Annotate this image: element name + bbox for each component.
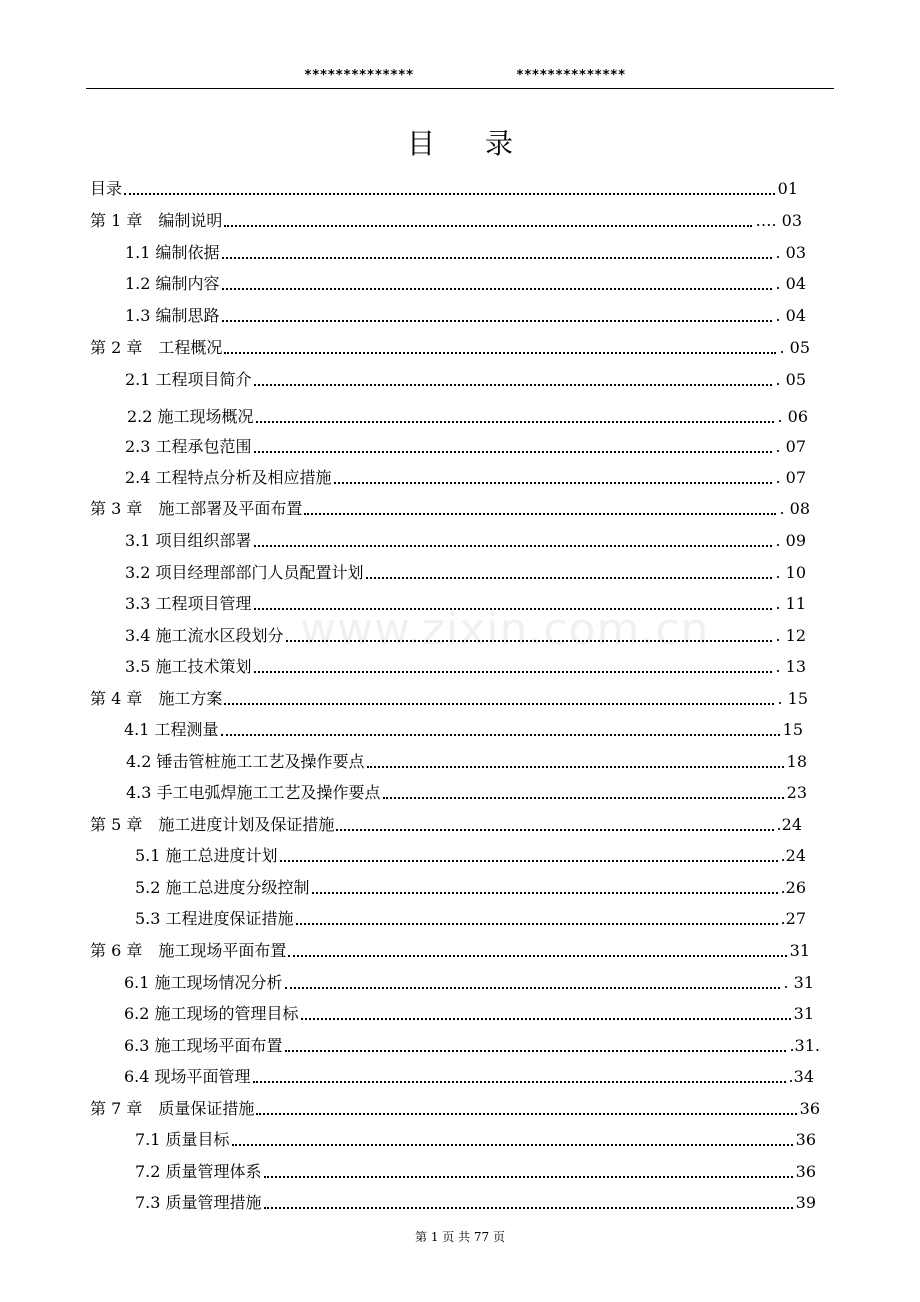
page-header [86, 66, 834, 89]
toc-entry-label: 5.3 工程进度保证措施 [135, 909, 294, 928]
toc-entry-label: 第 6 章 施工现场平面布置 [90, 941, 287, 960]
toc-entry-page: . 09 [775, 531, 806, 550]
toc-entry-label: 第 1 章 编制说明 [90, 211, 223, 230]
toc-entry[interactable] [126, 780, 807, 804]
toc-entry-page: . 04 [775, 306, 806, 325]
toc-dot-leader [254, 383, 773, 386]
toc-dot-leader [124, 192, 775, 195]
toc-entry[interactable] [90, 496, 810, 520]
toc-entry[interactable] [124, 1033, 820, 1057]
toc-dot-leader [221, 733, 780, 736]
toc-entry[interactable] [125, 367, 806, 391]
toc-entry-page: 31 [793, 1004, 814, 1023]
toc-entry[interactable] [90, 1096, 820, 1120]
page-footer: 第 1 页 共 77 页 [415, 1230, 505, 1244]
toc-entry-label: 6.1 施工现场情况分析 [124, 973, 283, 992]
toc-entry-label: 6.2 施工现场的管理目标 [124, 1004, 299, 1023]
toc-dot-leader [285, 986, 781, 989]
toc-entry-label: 3.5 施工技术策划 [125, 657, 252, 676]
toc-entry-label: 第 4 章 施工方案 [90, 689, 223, 708]
toc-entry-page: . 10 [775, 563, 806, 582]
toc-dot-leader [367, 765, 784, 768]
toc-dot-leader [256, 420, 775, 423]
toc-entry-label: 第 5 章 施工进度计划及保证措施 [90, 815, 335, 834]
toc-entry-page: 36 [795, 1162, 816, 1181]
toc-entry[interactable] [125, 434, 806, 458]
toc-entry[interactable] [125, 465, 806, 489]
toc-entry[interactable] [125, 303, 806, 327]
toc-entry-page: . 07 [775, 468, 806, 487]
toc-dot-leader [254, 544, 773, 547]
toc-entry-label: 2.4 工程特点分析及相应措施 [125, 468, 332, 487]
toc-entry-page: . 15 [777, 689, 808, 708]
toc-entry[interactable] [125, 240, 806, 264]
toc-dot-leader [296, 922, 778, 925]
toc-entry-page: 18 [786, 752, 807, 771]
toc-entry-label: 1.2 编制内容 [125, 274, 220, 293]
toc-entry[interactable] [135, 1190, 816, 1214]
toc-dot-leader [334, 481, 773, 484]
watermark: www.zixin.com.cn [300, 604, 710, 655]
toc-dot-leader [222, 319, 773, 322]
toc-dot-leader [264, 1175, 793, 1178]
toc-dot-leader [366, 576, 773, 579]
toc-dot-leader [254, 670, 773, 673]
toc-entry-page: . 04 [775, 274, 806, 293]
toc-dot-leader [264, 1206, 793, 1209]
toc-entry[interactable] [135, 1159, 816, 1183]
toc-entry-page: . 07 [775, 437, 806, 456]
toc-dot-leader [312, 891, 778, 894]
toc-dot-leader [286, 639, 773, 642]
toc-entry[interactable] [125, 591, 806, 615]
toc-dot-leader [254, 450, 773, 453]
toc-entry-page: . 11 [775, 594, 806, 613]
toc-entry-page: . 06 [777, 407, 808, 426]
toc-entry-label: 2.2 施工现场概况 [127, 407, 254, 426]
toc-entry[interactable] [125, 560, 806, 584]
toc-entry-page: .27 [780, 909, 806, 928]
toc-entry-label: 3.2 项目经理部部门人员配置计划 [125, 563, 364, 582]
toc-entry[interactable] [124, 1064, 814, 1088]
toc-entry-page: . 05 [775, 370, 806, 389]
toc-dot-leader [301, 1017, 791, 1020]
toc-entry-label: 7.1 质量目标 [135, 1130, 230, 1149]
toc-entry-page: …. 03 [755, 211, 802, 230]
toc-entry-page: 36 [795, 1130, 816, 1149]
toc-entry[interactable] [135, 1127, 816, 1151]
toc-entry[interactable] [135, 875, 806, 899]
toc-entry-page: .24 [780, 846, 806, 865]
toc-entry-page: .24 [776, 815, 802, 834]
toc-dot-leader [383, 796, 784, 799]
toc-entry[interactable] [124, 970, 814, 994]
toc-entry[interactable] [125, 271, 806, 295]
toc-entry-label: 5.2 施工总进度分级控制 [135, 878, 310, 897]
toc-entry[interactable] [125, 623, 806, 647]
header-mark-left: ************** [304, 68, 414, 83]
toc-entry-label: 1.1 编制依据 [125, 243, 220, 262]
toc-dot-leader [254, 607, 773, 610]
toc-entry-label: 第 2 章 工程概况 [90, 338, 223, 357]
toc-dot-leader [232, 1143, 793, 1146]
header-mark-right: ************** [516, 68, 626, 83]
toc-entry[interactable] [90, 686, 808, 710]
toc-entry[interactable] [135, 843, 806, 867]
toc-entry[interactable] [90, 208, 802, 232]
toc-entry-label: 4.1 工程测量 [124, 720, 219, 739]
toc-entry-label: 6.4 现场平面管理 [124, 1067, 251, 1086]
toc-entry-page: .26 [780, 878, 806, 897]
toc-entry-page: 23 [786, 783, 807, 802]
toc-entry[interactable] [90, 335, 810, 359]
toc-entry[interactable] [90, 812, 802, 836]
toc-entry[interactable] [124, 1001, 814, 1025]
toc-entry-label: 第 7 章 质量保证措施 [90, 1099, 255, 1118]
toc-entry-label: 2.3 工程承包范围 [125, 437, 252, 456]
toc-dot-leader [336, 828, 773, 831]
toc-entry[interactable] [125, 654, 806, 678]
toc-entry-page: 36 [799, 1099, 820, 1118]
toc-dot-leader [224, 224, 752, 227]
toc-entry-page: 15 [782, 720, 803, 739]
toc-entry[interactable] [127, 404, 808, 428]
toc-entry[interactable] [124, 717, 803, 741]
toc-entry-page: 01 [777, 179, 798, 198]
toc-entry-label: 1.3 编制思路 [125, 306, 220, 325]
toc-entry-label: 4.3 手工电弧焊施工工艺及操作要点 [126, 783, 381, 802]
toc-dot-leader [304, 512, 776, 515]
toc-dot-leader [224, 351, 776, 354]
toc-entry[interactable] [126, 749, 807, 773]
toc-entry-page: . 31 [783, 973, 814, 992]
toc-entry-page: 31 [789, 941, 810, 960]
toc-entry-page: . 05 [779, 338, 810, 357]
toc-entry-label: 5.1 施工总进度计划 [135, 846, 278, 865]
toc-entry-label: 3.4 施工流水区段划分 [125, 626, 284, 645]
toc-dot-leader [222, 256, 773, 259]
toc-entry[interactable] [135, 906, 806, 930]
toc-entry-label: 目录 [90, 179, 123, 198]
toc-entry-page: . 08 [779, 499, 810, 518]
toc-entry-label: 6.3 施工现场平面布置 [124, 1036, 283, 1055]
toc-entry-page: . 03 [775, 243, 806, 262]
toc-dot-leader [222, 287, 773, 290]
toc-entry[interactable] [90, 938, 810, 962]
toc-entry-label: 2.1 工程项目简介 [125, 370, 252, 389]
toc-dot-leader [280, 859, 778, 862]
toc-entry-page: .34 [788, 1067, 814, 1086]
toc-entry-label: 3.1 项目组织部署 [125, 531, 252, 550]
toc-dot-leader [285, 1049, 787, 1052]
toc-entry-label: 4.2 锤击管桩施工工艺及操作要点 [126, 752, 365, 771]
toc-entry-page: 39 [795, 1193, 816, 1212]
toc-entry-label: 第 3 章 施工部署及平面布置 [90, 499, 303, 518]
toc-entry[interactable] [90, 176, 798, 200]
toc-dot-leader [256, 1112, 796, 1115]
page-title: 目录 [406, 127, 563, 160]
toc-entry-page: . 13 [775, 657, 806, 676]
toc-entry-label: 7.2 质量管理体系 [135, 1162, 262, 1181]
toc-dot-leader [288, 954, 786, 957]
toc-entry-page: . 12 [775, 626, 806, 645]
toc-entry[interactable] [125, 528, 806, 552]
toc-dot-leader [224, 702, 774, 705]
toc-entry-page: .31. [789, 1036, 820, 1055]
toc-dot-leader [253, 1080, 786, 1083]
toc-entry-label: 3.3 工程项目管理 [125, 594, 252, 613]
toc-entry-label: 7.3 质量管理措施 [135, 1193, 262, 1212]
